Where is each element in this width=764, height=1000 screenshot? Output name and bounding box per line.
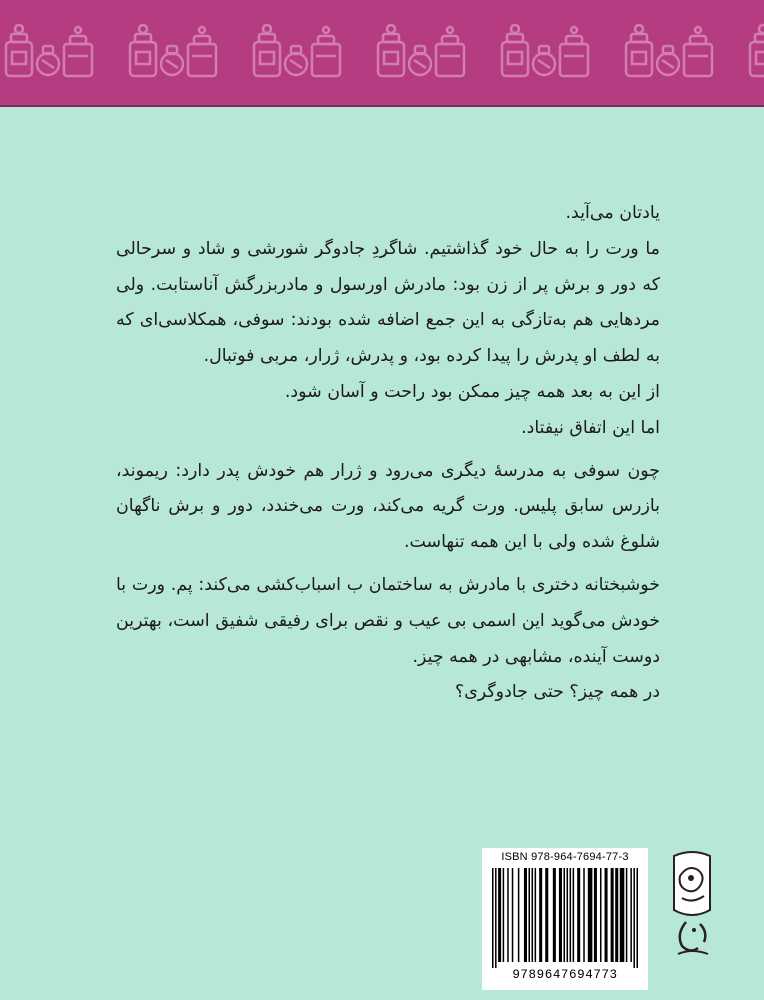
barcode-bar [570, 868, 572, 962]
barcode-bar [532, 868, 534, 962]
barcode-bar [529, 868, 531, 962]
barcode-bar [563, 868, 565, 962]
blurb-paragraph: از این به بعد همه چیز ممکن بود راحت و آسان شود. [284, 381, 660, 402]
barcode-bar [512, 868, 514, 962]
barcode-bar [495, 868, 497, 968]
barcode-bar [594, 868, 597, 962]
blurb-paragraph: چون سوفی به مدرسهٔ دیگری می‌رود و ژرار هم خودش پدر دارد: ریموند، بازرس سابق پلیس. ورت گریه می‌کند، ورت می‌خندد، دور و برش ناگهان شلوغ شده ولی با این همه تنهاست. [116, 460, 660, 553]
barcode-bar [633, 868, 635, 968]
isbn-label: ISBN 978-964-7694-77-3 [501, 851, 629, 863]
blurb-text [116, 196, 660, 711]
barcode-bar [524, 868, 527, 962]
blurb-paragraph: اما این اتفاق نیفتاد. [521, 417, 660, 438]
publisher-logo-icon [664, 850, 720, 960]
barcode-bar [498, 868, 501, 962]
blurb-paragraph: ما ورت را به حال خود گذاشتیم. شاگردِ جادوگر شورشی و شاد و سرحالی که دور و برش پر از زن بود: مادرش اورسول و مادربزرگش آناستابت. ولی مردهایی هم به‌تازگی به این جمع اضافه شده بودند: سوفی، همکلاسی‌ای که به لطف او پدرش را پیدا کرده بود، و پدرش، ژرار، مربی فوتبال. [116, 238, 660, 367]
barcode-bar [553, 868, 556, 962]
barcode-bar [620, 868, 625, 962]
barcode-bar [636, 868, 638, 968]
barcode-bar [535, 868, 537, 962]
barcode-bar [573, 868, 575, 962]
toy-jars-pattern-icon [0, 0, 764, 105]
top-banner [0, 0, 764, 107]
blurb-paragraph: یادتان می‌آید. [565, 203, 660, 223]
barcode-bar [492, 868, 494, 968]
barcode-bar [577, 868, 580, 962]
barcode-bar [518, 868, 520, 962]
barcode-bar [605, 868, 608, 962]
barcode-bar [615, 868, 618, 962]
barcode-bar [626, 868, 628, 962]
barcode-bar [583, 868, 585, 962]
barcode-bars [486, 868, 644, 968]
blurb-paragraph: در همه چیز؟ حتی جادوگری؟ [454, 682, 660, 703]
barcode-digits: 9789647694773 [512, 968, 618, 982]
barcode-bar [567, 868, 569, 962]
isbn-barcode [482, 848, 648, 990]
barcode-bar [503, 868, 505, 962]
barcode-bar [507, 868, 509, 962]
barcode-bar [539, 868, 542, 962]
barcode-bar [611, 868, 614, 962]
barcode-bar [545, 868, 548, 962]
barcode-bar [559, 868, 562, 962]
barcode-bar [600, 868, 602, 962]
blurb-paragraph: خوشبختانه دختری با مادرش به ساختمان ب اسباب‌کشی می‌کند: پم. ورت با خودش می‌گوید این اسمی بی عیب و نقص برای رفیقی شفیق است، بهترین دوست آینده، مشابهی در همه چیز. [116, 574, 660, 667]
barcode-bar [630, 868, 632, 962]
barcode-bar [588, 868, 593, 962]
